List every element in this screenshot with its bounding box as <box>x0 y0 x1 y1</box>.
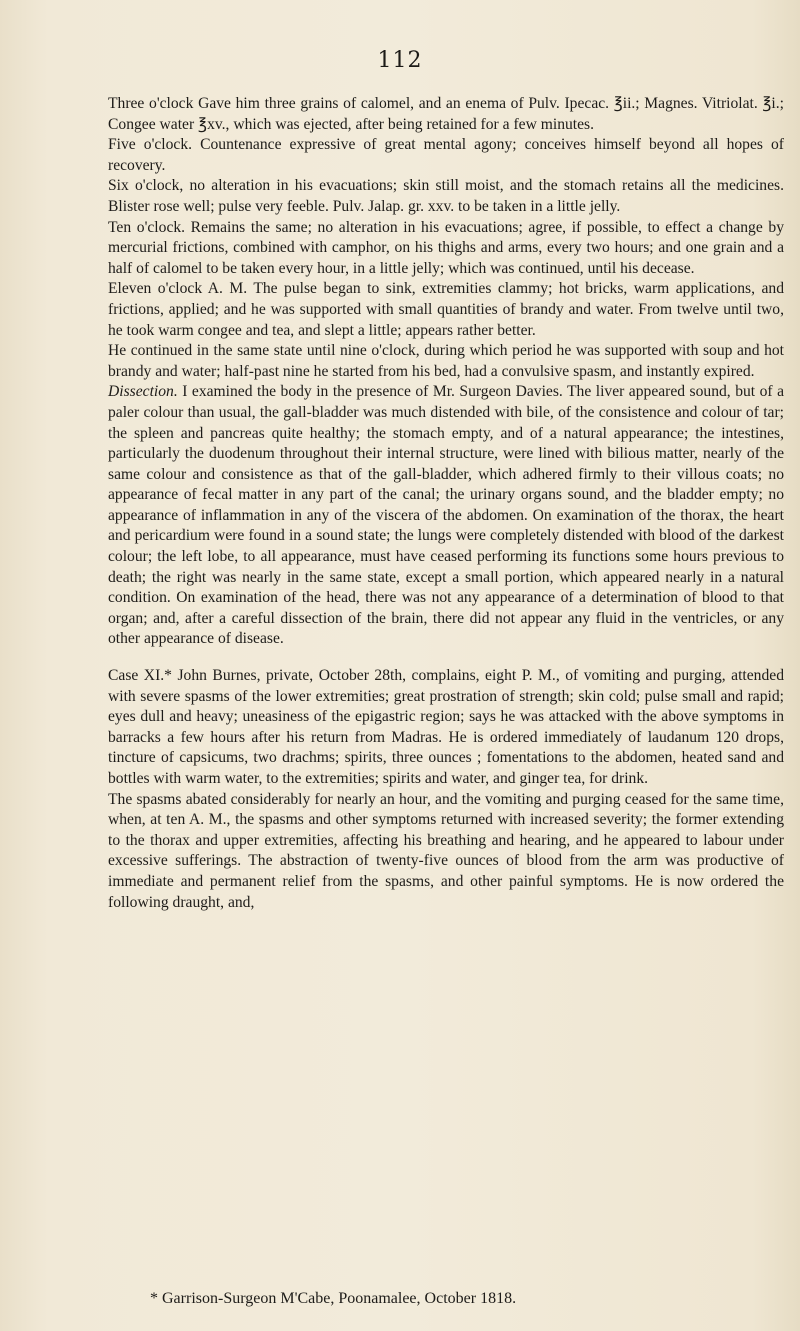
case-body: John Burnes, private, October 28th, complains, eight P. M., of vomiting and purging, attended with severe spasms of the lower extremities; great prostration of strength; skin cold; pulse small and rapid; eyes dull and heavy; uneasiness of the epigastric region; says he was attacked with the above symptoms in barracks a few hours after his return from Madras. He is ordered immediately of laudanum 120 drops, tincture of capsicums, two drachms; spirits, three ounces ; fomentations to the abdomen, heated sand and bottles with warm water, to the extremities; spirits and water, and ginger tea, for drink. <box>108 667 784 787</box>
paragraph-case-xi <box>108 666 784 790</box>
paragraph-five-oclock: Five o'clock. Countenance expressive of great mental agony; conceives himself beyond all hopes of recovery. <box>108 136 784 174</box>
paragraph-case-continuation: The spasms abated considerably for nearly an hour, and the vomiting and purging ceased for the same time, when, at ten A. M., the spasms and other symptoms returned with increased severity; the former extending to the thorax and upper extremities, affecting his breathing and hearing, and he appeared to labour under excessive sufferings. The abstraction of twenty-five ounces of blood from the arm was productive of immediate and permanent relief from the spasms, and other painful symptoms. He is now ordered the following draught, and, <box>108 790 784 911</box>
paragraph-ten-oclock: Ten o'clock. Remains the same; no alteration in his evacuations; agree, if possible, to effect a change by mercurial frictions, combined with camphor, on his thighs and arms, every two hours; and one grain and a half of calomel to be taken every hour, in a little jelly; which was continued, until his decease. <box>108 218 784 277</box>
body-text <box>108 94 784 913</box>
case-heading: Case XI.* <box>108 667 172 685</box>
dissection-body: I examined the body in the presence of Mr. Surgeon Davies. The liver appeared sound, but of a paler colour than usual, the gall-bladder was much distended with bile, of the consistence and colour of tar; the spleen and pancreas quite healthy; the stomach empty, and of a natural appearance; the intestines, particularly the duodenum throughout their internal structure, were lined with bilious matter, nearly of the same colour and consistence as that of the gall-bladder, which adhered firmly to their villous coats; no appearance of fecal matter in any part of the canal; the urinary organs sound, and the bladder empty; no appearance of inflammation in any of the viscera of the abdomen. On examination of the thorax, the heart and pericardium were found in a sound state; the lungs were completely distended with blood of the darkest colour; the left lobe, to all appearance, must have ceased performing its functions some hours previous to death; the right was nearly in the same state, except a small portion, which appeared nearly in a natural condition. On examination of the head, there was not any appearance of a determination of blood to that organ; and, after a careful dissection of the brain, there did not appear any fluid in the ventricles, or any other appearance of disease. <box>108 383 784 648</box>
paragraph-eleven-oclock: Eleven o'clock A. M. The pulse began to sink, extremities clammy; hot bricks, warm applications, and frictions, applied; and he was supported with small quantities of brandy and water. From twelve until two, he took warm congee and tea, and slept a little; appears rather better. <box>108 280 784 339</box>
section-gap <box>108 650 784 666</box>
dissection-heading: Dissection. <box>108 383 178 401</box>
paragraph-dissection <box>108 382 784 650</box>
paragraph-six-oclock: Six o'clock, no alteration in his evacuations; skin still moist, and the stomach retains all the medicines. Blister rose well; pulse very feeble. Pulv. Jalap. gr. xxv. to be taken in a little jelly. <box>108 177 784 215</box>
paragraph-three-oclock: Three o'clock Gave him three grains of calomel, and an enema of Pulv. Ipecac. ℥ii.; Magnes. Vitriolat. ℥i.; Congee water ℥xv., which was ejected, after being retained for a few minutes. <box>108 95 784 133</box>
page-number: 112 <box>377 48 423 73</box>
paragraph-death: He continued in the same state until nine o'clock, during which period he was supported with soup and hot brandy and water; half-past nine he started from his bed, had a convulsive spasm, and instantly expired. <box>108 342 784 380</box>
footnote: * Garrison-Surgeon M'Cabe, Poonamalee, October 1818. <box>150 1290 517 1307</box>
